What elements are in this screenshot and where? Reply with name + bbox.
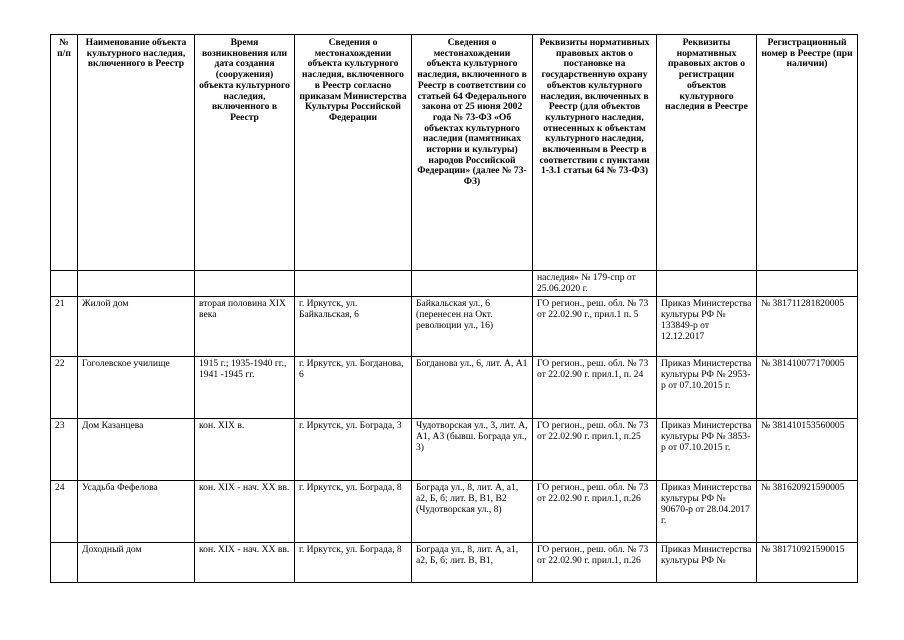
- cell-registration-number: № 381410153560005: [757, 419, 858, 481]
- cell-registration-number: № 381711281820005: [757, 297, 858, 357]
- header-registration-acts: Реквизиты нормативных правовых актов о регистрации объектов культурного наследия в Реестре: [657, 35, 757, 271]
- cell-creation-date: 1915 г.; 1935-1940 гг., 1941 -1945 гг.: [195, 357, 295, 419]
- cell-protection-acts: ГО регион., реш. обл. № 73 от 22.02.90 г. прил.1, п. 24: [533, 357, 657, 419]
- cell-registration-acts: Приказ Министерства культуры РФ № 3853-р от 07.10.2015 г.: [657, 419, 757, 481]
- cell-number: 23: [51, 419, 78, 481]
- table-row: [51, 419, 858, 481]
- cell-registration-acts: Приказ Министерства культуры РФ № 2953-р от 07.10.2015 г.: [657, 357, 757, 419]
- header-location-ministry: Сведения о местонахождении объекта культурного наследия, включенного в Реестр согласно приказам Министерства Культуры Российской Федерации: [295, 35, 412, 271]
- cell-registration-acts: Приказ Министерства культуры РФ № 90670-р от 28.04.2017 г.: [657, 481, 757, 543]
- cell-protection-acts: ГО регион., реш. обл. № 73 от 22.02.90 г. прил.1, п.26: [533, 481, 657, 543]
- cell-number: 24: [51, 481, 78, 543]
- cell-registration-number: № 381620921590005: [757, 481, 858, 543]
- header-object-name: Наименование объекта культурного наследия, включенного в Реестр: [78, 35, 195, 271]
- cell-creation-date: кон. XIX - нач. XX вв.: [195, 543, 295, 583]
- cell-location-law: Бограда ул., 8, лит. А, а1, а2, Б, б; лит. В, В1,: [412, 543, 533, 583]
- cell-number: 21: [51, 297, 78, 357]
- cell-creation-date: [195, 271, 295, 297]
- heritage-register-table: [50, 34, 858, 583]
- cell-location-law: Богданова ул., 6, лит. А, А1: [412, 357, 533, 419]
- cell-registration-acts: Приказ Министерства культуры РФ № 133849-р от 12.12.2017: [657, 297, 757, 357]
- cell-location-ministry: г. Иркутск, ул. Богданова, 6: [295, 357, 412, 419]
- cell-creation-date: кон. XIX - нач. XX вв.: [195, 481, 295, 543]
- cell-location-law: [412, 271, 533, 297]
- table-row-continuation: [51, 271, 858, 297]
- cell-protection-acts: наследия» № 179-спр от 25.06.2020 г.: [533, 271, 657, 297]
- cell-registration-number: [757, 271, 858, 297]
- cell-location-ministry: г. Иркутск, ул. Байкальская, 6: [295, 297, 412, 357]
- cell-protection-acts: ГО регион., реш. обл. № 73 от 22.02.90 г., прил.1 п. 5: [533, 297, 657, 357]
- cell-creation-date: вторая половина XIX века: [195, 297, 295, 357]
- header-number: № п/п: [51, 35, 78, 271]
- cell-number: [51, 543, 78, 583]
- cell-object-name: Дом Казанцева: [78, 419, 195, 481]
- cell-object-name: Доходный дом: [78, 543, 195, 583]
- table-header-row: [51, 35, 858, 271]
- cell-location-law: Бограда ул., 8, лит. А, а1, а2, Б, б; лит. В, В1, В2 (Чудотворская ул., 8): [412, 481, 533, 543]
- table-row: [51, 357, 858, 419]
- cell-location-ministry: [295, 271, 412, 297]
- header-protection-acts: Реквизиты нормативных правовых актов о постановке на государственную охрану объектов культурного наследия, включенных в Реестр (для объектов культурного наследия, отнесенных к объектам культурного наследия, включенным в Реестр в соответствии с пунктами 1-3.1 статьи 64 № 73-ФЗ): [533, 35, 657, 271]
- header-registration-number: Регистрационный номер в Реестре (при наличии): [757, 35, 858, 271]
- cell-object-name: [78, 271, 195, 297]
- cell-registration-acts: Приказ Министерства культуры РФ №: [657, 543, 757, 583]
- cell-registration-acts: [657, 271, 757, 297]
- cell-location-law: Чудотворская ул., 3, лит. А, А1, А3 (бывш. Бограда ул., 3): [412, 419, 533, 481]
- cell-number: 22: [51, 357, 78, 419]
- cell-location-ministry: г. Иркутск, ул. Бограда, 3: [295, 419, 412, 481]
- cell-registration-number: № 381410077170005: [757, 357, 858, 419]
- cell-location-law: Байкальская ул., 6 (перенесен на Окт. революции ул., 16): [412, 297, 533, 357]
- header-creation-date: Время возникновения или дата создания (сооружения) объекта культурного наследия, включенного в Реестр: [195, 35, 295, 271]
- cell-creation-date: кон. XIX в.: [195, 419, 295, 481]
- cell-protection-acts: ГО регион., реш. обл. № 73 от 22.02.90 г. прил.1, п.26: [533, 543, 657, 583]
- cell-number: [51, 271, 78, 297]
- table-row: [51, 543, 858, 583]
- table-row: [51, 481, 858, 543]
- cell-location-ministry: г. Иркутск, ул. Бограда, 8: [295, 543, 412, 583]
- cell-object-name: Усадьба Фефелова: [78, 481, 195, 543]
- cell-location-ministry: г. Иркутск, ул. Бограда, 8: [295, 481, 412, 543]
- cell-object-name: Гоголевское училище: [78, 357, 195, 419]
- cell-registration-number: № 381710921590015: [757, 543, 858, 583]
- table-row: [51, 297, 858, 357]
- cell-protection-acts: ГО регион., реш. обл. № 73 от 22.02.90 г. прил.1, п.25: [533, 419, 657, 481]
- header-location-law: Сведения о местонахождении объекта культурного наследия, включенного в Реестр в соответствии со статьей 64 Федерального закона от 25 июня 2002 года № 73-ФЗ «Об объектах культурного наследия (памятниках истории и культуры) народов Российской Федерации» (далее № 73-ФЗ): [412, 35, 533, 271]
- cell-object-name: Жилой дом: [78, 297, 195, 357]
